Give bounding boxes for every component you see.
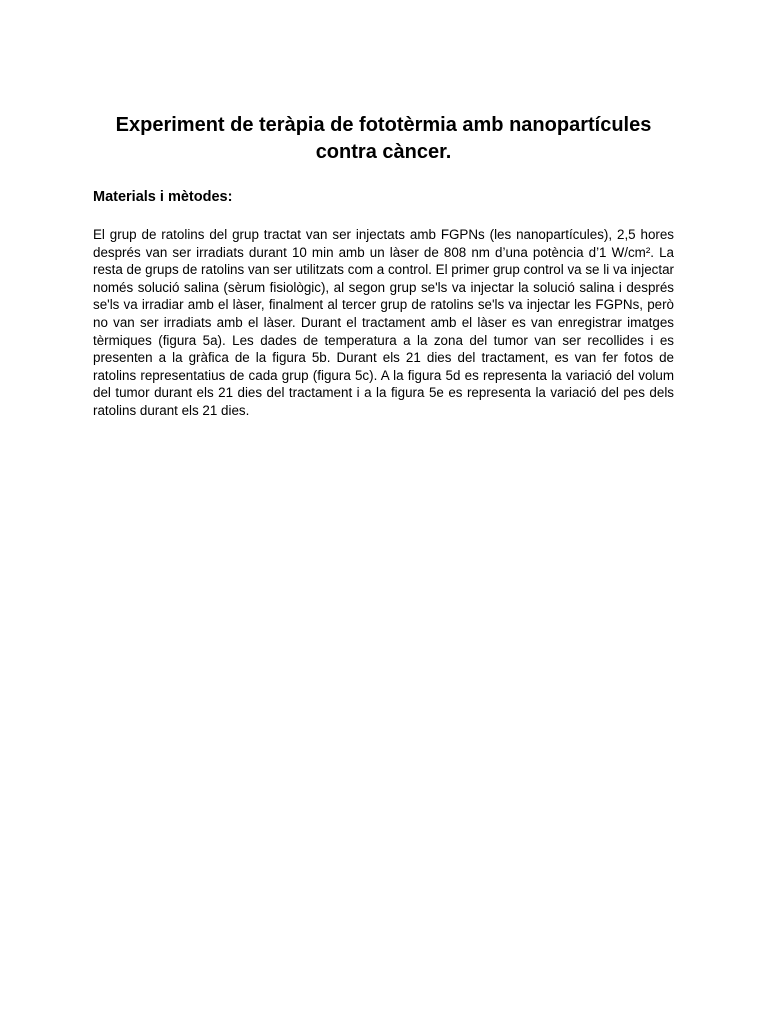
section-heading-materials: Materials i mètodes: bbox=[93, 189, 233, 205]
body-paragraph: El grup de ratolins del grup tractat van ser injectats amb FGPNs (les nanopartícules), 2,5 hores després van ser irradiats durant 10 min amb un làser de 808 nm d’una potència d’1 W/cm². La resta de grups de ratolins van ser utilitzats com a control. El primer grup control va se li va injectar només solució salina (sèrum fisiològic), al segon grup se'ls va injectar la solució salina i després se'ls va irradiar amb el làser, finalment al tercer grup de ratolins se'ls va injectar les FGPNs, però no van ser irradiats amb el làser. Durant el tractament amb el làser es van enregistrar imatges tèrmiques (figura 5a). Les dades de temperatura a la zona del tumor van ser recollides i es presenten a la gràfica de la figura 5b. Durant els 21 dies del tractament, es van fer fotos de ratolins representatius de cada grup (figura 5c). A la figura 5d es representa la variació del volum del tumor durant els 21 dies del tractament i a la figura 5e es representa la variació del pes dels ratolins durant els 21 dies. bbox=[93, 227, 674, 418]
document-title: Experiment de teràpia de fototèrmia amb nanopartícules contra càncer. bbox=[115, 114, 652, 163]
document-content bbox=[93, 112, 674, 420]
